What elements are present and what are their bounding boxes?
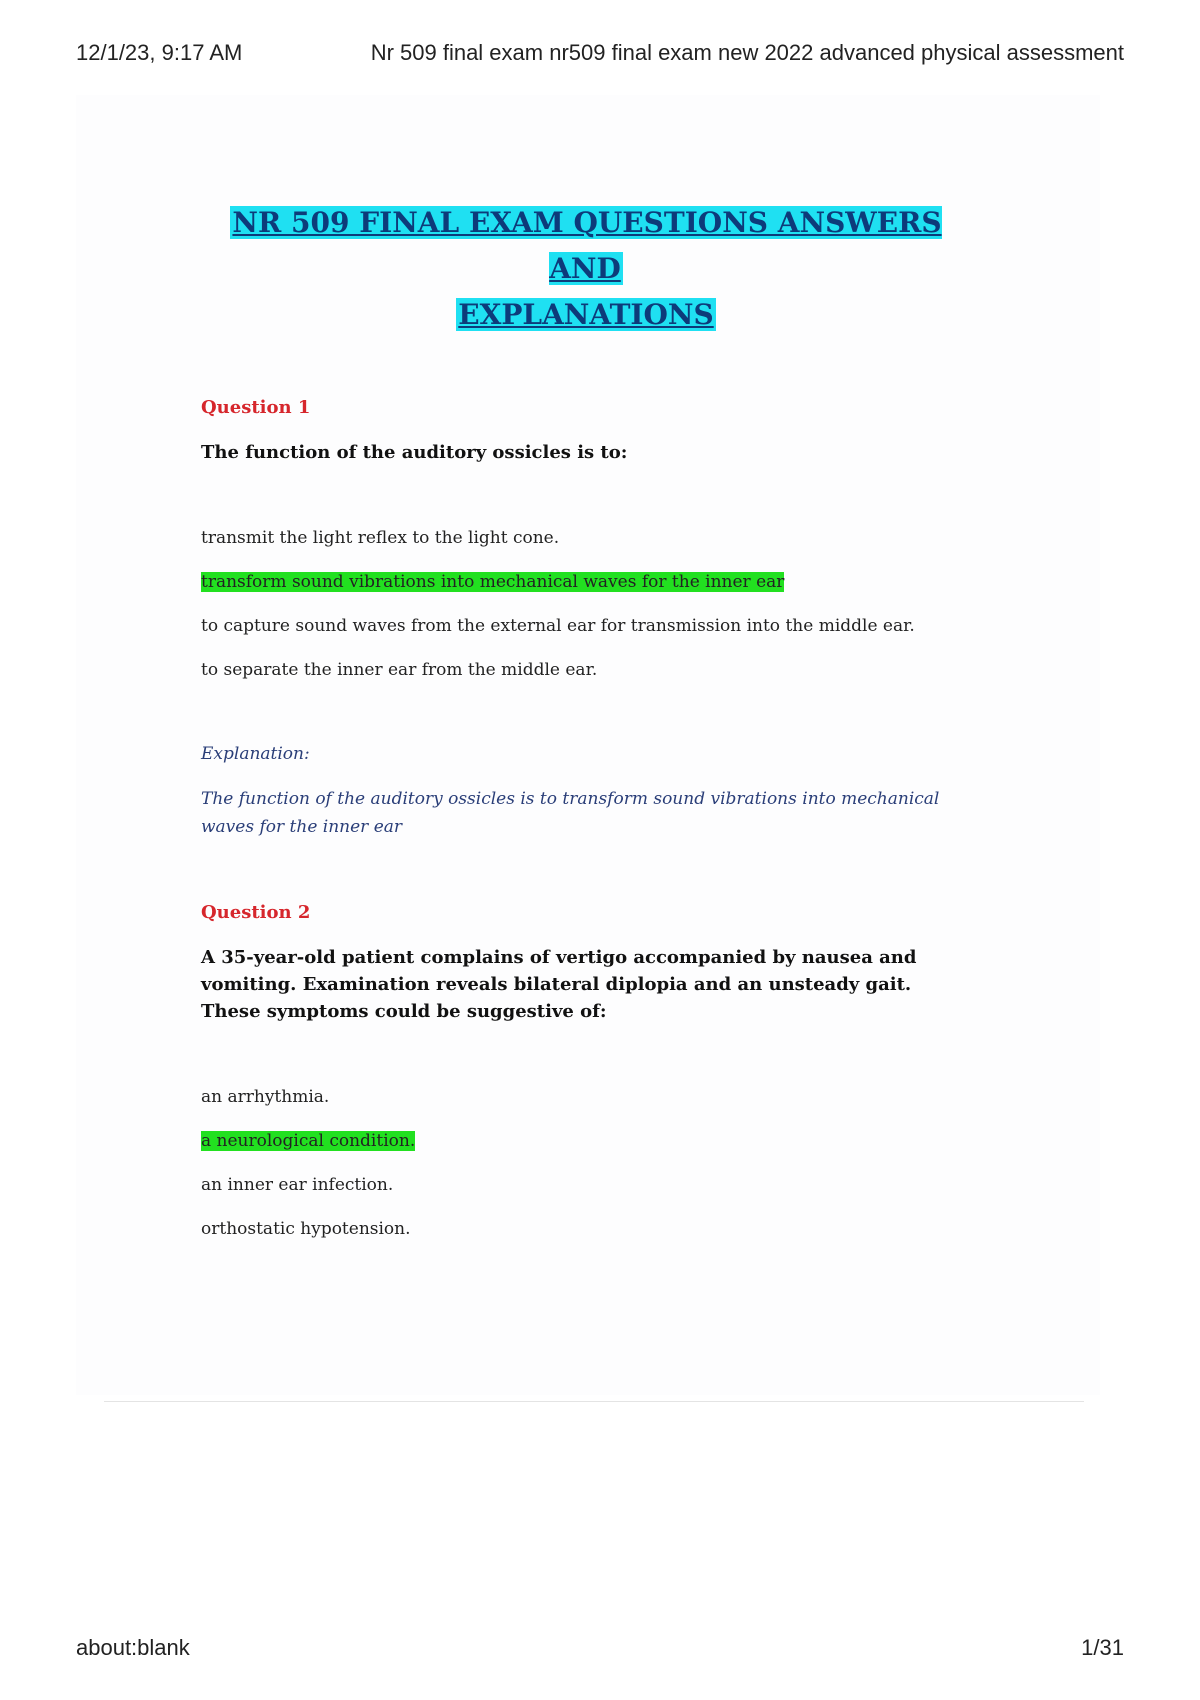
print-page-number: 1/31 xyxy=(1081,1635,1124,1660)
question-1-explanation-label: Explanation: xyxy=(201,744,310,764)
question-2-option-d: orthostatic hypotension. xyxy=(201,1219,411,1239)
question-1-option-d: to separate the inner ear from the middle ear. xyxy=(201,660,598,680)
document-title-line2: EXPLANATIONS xyxy=(458,298,714,331)
print-url: about:blank xyxy=(76,1635,190,1660)
question-1-text: The function of the auditory ossicles is to: xyxy=(201,442,628,463)
print-datetime: 12/1/23, 9:17 AM xyxy=(76,40,243,65)
question-1-label: Question 1 xyxy=(201,397,311,418)
question-1-option-c: to capture sound waves from the external ear for transmission into the middle ear. xyxy=(201,616,915,636)
question-2-option-b-correct: a neurological condition. xyxy=(201,1131,416,1151)
question-2-label: Question 2 xyxy=(201,902,311,923)
question-2-option-c: an inner ear infection. xyxy=(201,1175,394,1195)
print-header xyxy=(76,40,1124,66)
question-2-text: A 35-year-old patient complains of vertigo accompanied by nausea and vomiting. Examination reveals bilateral diplopia and an unsteady gait. These symptoms could be suggestive of: xyxy=(201,947,917,1022)
document-title xyxy=(191,200,981,338)
question-2-option-a: an arrhythmia. xyxy=(201,1087,330,1107)
question-1-explanation: The function of the auditory ossicles is to transform sound vibrations into mechanical waves for the inner ear xyxy=(201,789,940,837)
question-1-option-b-correct: transform sound vibrations into mechanical waves for the inner ear xyxy=(201,572,785,592)
print-footer xyxy=(76,1635,1124,1661)
print-page-title: Nr 509 final exam nr509 final exam new 2022 advanced physical assessment xyxy=(370,40,1124,65)
question-1-option-a: transmit the light reflex to the light cone. xyxy=(201,528,560,548)
document-content xyxy=(201,200,971,1261)
page-divider xyxy=(104,1401,1084,1402)
document-title-line1: NR 509 FINAL EXAM QUESTIONS ANSWERS AND xyxy=(232,206,942,285)
